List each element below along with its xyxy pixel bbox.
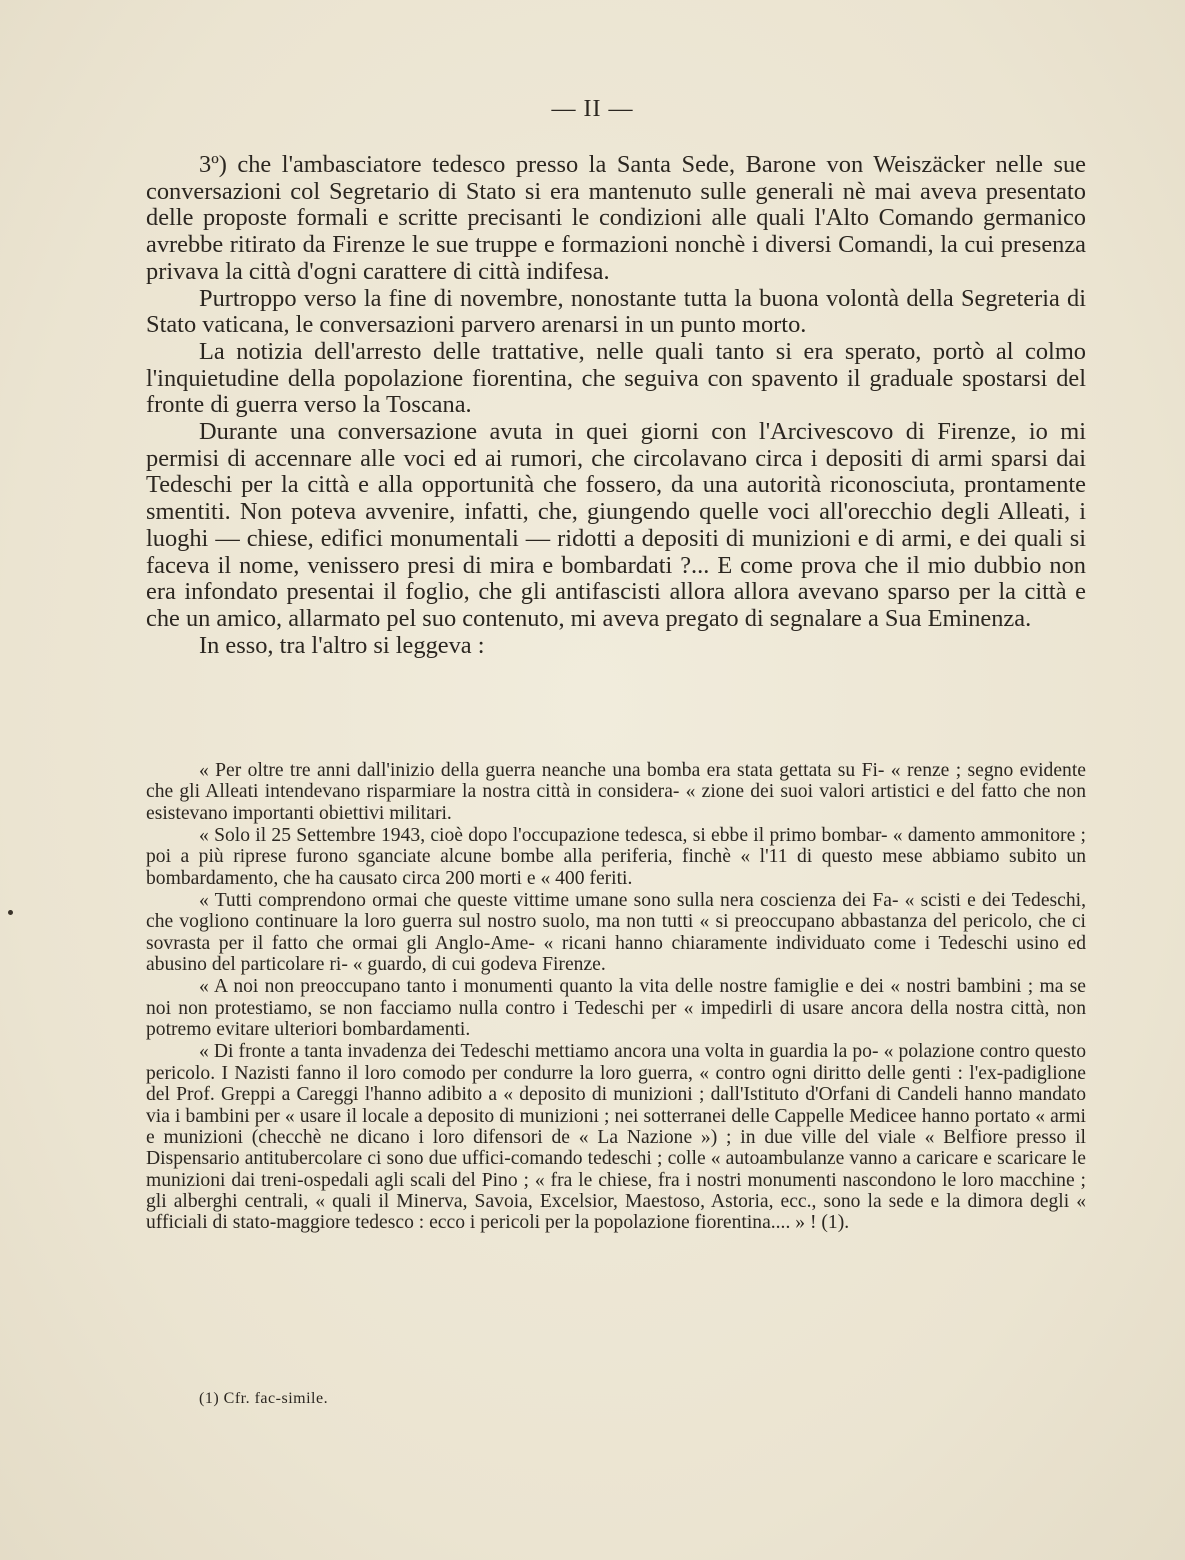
quote-paragraph: « Per oltre tre anni dall'inizio della guerra neanche una bomba era stata gettata su Fi- « renze ; segno evidente che gli Alleati intendevano risparmiare la nostra città in considera- « zione dei suoi valori artistici e del fatto che non esistevano importanti obiettivi militari. [146,760,1086,824]
margin-mark [8,910,13,915]
quote-paragraph: « Di fronte a tanta invadenza dei Tedeschi mettiamo ancora una volta in guardia la po- « polazione contro questo pericolo. I Nazisti fanno il loro comodo per condurre la loro guerra, « contro ogni diritto delle genti : l'ex-padiglione del Prof. Greppi a Careggi l'hanno adibito a « deposito di munizioni ; dall'Istituto d'Orfani di Candeli hanno mandato via i bambini per « usare il locale a deposito di munizioni ; nei sotterranei delle Cappelle Medicee hanno portato « armi e munizioni (checchè ne dicano i loro difensori de « La Nazione ») ; in due ville del viale « Belfiore presso il Dispensario antitubercolare ci sono due uffici-comando tedeschi ; colle « autoambulanze vanno a caricare e scaricare le munizioni dai treni-ospedali agli scali del Pino ; « fra le chiese, fra i nostri monumenti nascondono le loro macchine ; gli alberghi centrali, « quali il Minerva, Savoia, Excelsior, Maestoso, Astoria, ecc., sono la sede e la dimora degli « ufficiali di stato-maggiore tedesco : ecco i pericoli per la popolazione fiorentina.... » ! (1). [146,1041,1086,1234]
page-number: — II — [551,96,634,122]
footnote: (1) Cfr. fac-simile. [199,1390,329,1407]
paragraph-quote-intro: In esso, tra l'altro si leggeva : [199,631,485,659]
quote-paragraph: « Tutti comprendono ormai che queste vittime umane sono sulla nera coscienza dei Fa- « scisti e dei Tedeschi, che vogliono continuare la loro guerra sul nostro suolo, ma non tutti « si preoccupano abbastanza del pericolo, che ci sovrasta per il fatto che ormai gli Anglo-Ame- « ricani hanno chiaramente individuato come i Tedeschi usino ed abusino del particolare ri- « guardo, di cui godeva Firenze. [146,890,1086,976]
main-text [146,152,1086,659]
paragraph-ambassador: 3º) che l'ambasciatore tedesco presso la Santa Sede, Barone von Weiszäcker nelle sue conversazioni col Segretario di Stato si era mantenuto sulle generali nè mai aveva presentato delle proposte formali e scritte precisanti le condizioni alle quali l'Alto Comando germanico avrebbe ritirato da Firenze le sue truppe e formazioni nonchè i diversi Comandi, la cui presenza privava la città d'ogni carattere di città indifesa. [146,151,1086,285]
paragraph-archbishop: Durante una conversazione avuta in quei giorni con l'Arcivescovo di Firenze, io mi permisi di accennare alle voci ed ai rumori, che circolavano circa i depositi di armi sparsi dai Tedeschi per la città e alla opportunità che fossero, da una autorità riconosciuta, prontamente smentiti. Non poteva avvenire, infatti, che, giungendo quelle voci all'orecchio degli Alleati, i luoghi — chiese, edifici monumentali — ridotti a depositi di munizioni e di armi, e dei quali si faceva il nome, venissero presi di mira e bombardati ?... E come prova che il mio dubbio non era infondato presentai il foglio, che gli antifascisti allora allora avevano sparso per la città e che un amico, allarmato pel suo contenuto, mi aveva pregato di segnalare a Sua Eminenza. [146,418,1086,632]
paragraph-negotiations: La notizia dell'arresto delle trattative, nelle quali tanto si era sperato, portò al colmo l'inquietudine della popolazione fiorentina, che seguiva con spavento il graduale spostarsi del fronte di guerra verso la Toscana. [146,337,1086,419]
quote-paragraph: « Solo il 25 Settembre 1943, cioè dopo l'occupazione tedesca, si ebbe il primo bombar- « damento ammonitore ; poi a più riprese furono sganciate alcune bombe alla periferia, finchè « l'11 di questo mese abbiamo subito un bombardamento, che ha causato circa 200 morti e « 400 feriti. [146,825,1086,889]
quote-paragraph: « A noi non preoccupano tanto i monumenti quanto la vita delle nostre famiglie e dei « nostri bambini ; ma se noi non protestiamo, se non facciamo nulla contro i Tedeschi per « impedirli di usare ancora della nostra città, non potremo evitare ulteriori bombardamenti. [146,976,1086,1041]
paragraph-november: Purtroppo verso la fine di novembre, nonostante tutta la buona volontà della Segreteria di Stato vaticana, le conversazioni parvero arenarsi in un punto morto. [146,284,1086,339]
leaflet-quote [146,760,1086,1235]
